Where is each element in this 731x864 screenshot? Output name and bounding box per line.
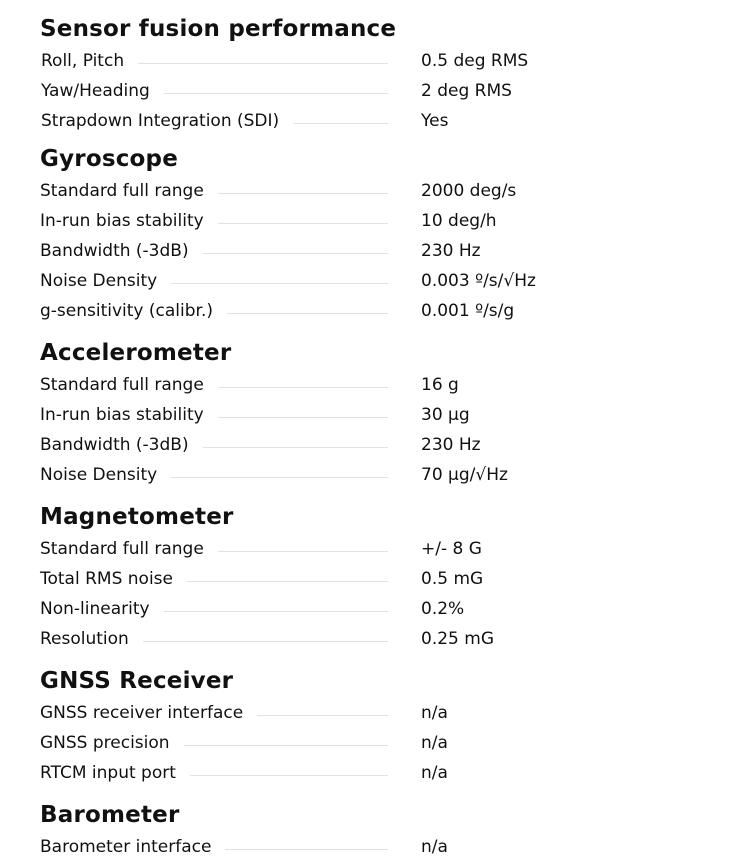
spec-row	[0, 460, 731, 490]
spec-row	[0, 206, 731, 236]
spec-row	[0, 728, 731, 758]
spec-row	[0, 76, 731, 106]
spec-value: 0.5 deg RMS	[421, 51, 529, 71]
spec-label: In-run bias stability	[40, 400, 218, 430]
spec-value: 0.2%	[421, 599, 465, 619]
spec-row	[0, 266, 731, 296]
spec-value: 230 Hz	[421, 241, 481, 261]
spec-value: 2 deg RMS	[421, 81, 512, 101]
spec-row	[0, 624, 731, 654]
spec-label: Bandwidth (-3dB)	[40, 430, 203, 460]
spec-value: 30 µg	[421, 405, 470, 425]
spec-label: Noise Density	[40, 266, 171, 296]
spec-label: Non-linearity	[40, 594, 164, 624]
spec-value: n/a	[421, 763, 448, 783]
spec-row	[0, 564, 731, 594]
spec-row	[0, 296, 731, 326]
spec-row	[0, 832, 731, 862]
spec-value: 0.5 mG	[421, 569, 484, 589]
spec-value: +/- 8 G	[421, 539, 482, 559]
section-title: Accelerometer	[40, 340, 232, 366]
spec-label: Standard full range	[40, 176, 218, 206]
spec-label: GNSS receiver interface	[40, 698, 257, 728]
spec-label: Bandwidth (-3dB)	[40, 236, 203, 266]
spec-value: 70 µg/√Hz	[421, 465, 508, 485]
spec-row	[0, 758, 731, 788]
section-title: Barometer	[40, 802, 180, 828]
spec-label: Resolution	[40, 624, 143, 654]
spec-value: n/a	[421, 703, 448, 723]
spec-value: 0.001 º/s/g	[421, 301, 515, 321]
spec-row	[0, 370, 731, 400]
spec-row	[0, 236, 731, 266]
spec-row	[0, 594, 731, 624]
spec-label: RTCM input port	[40, 758, 190, 788]
spec-label: Strapdown Integration (SDI)	[41, 106, 293, 136]
spec-label: Barometer interface	[40, 832, 225, 862]
spec-label: g-sensitivity (calibr.)	[40, 296, 227, 326]
spec-label: GNSS precision	[40, 728, 184, 758]
section-title: GNSS Receiver	[40, 668, 234, 694]
section-title: Sensor fusion performance	[40, 16, 397, 42]
spec-label: Noise Density	[40, 460, 171, 490]
spec-row	[0, 400, 731, 430]
spec-row	[0, 698, 731, 728]
spec-value: n/a	[421, 733, 448, 753]
spec-value: 0.003 º/s/√Hz	[421, 271, 536, 291]
spec-value: 0.25 mG	[421, 629, 494, 649]
spec-row	[0, 176, 731, 206]
spec-row	[0, 46, 731, 76]
spec-value: n/a	[421, 837, 448, 857]
spec-value: 2000 deg/s	[421, 181, 517, 201]
spec-label: Standard full range	[40, 370, 218, 400]
spec-value: 230 Hz	[421, 435, 481, 455]
spec-label: In-run bias stability	[40, 206, 218, 236]
spec-label: Total RMS noise	[40, 564, 187, 594]
section-title: Magnetometer	[40, 504, 234, 530]
spec-value: Yes	[421, 111, 449, 131]
spec-row	[0, 430, 731, 460]
spec-label: Yaw/Heading	[41, 76, 164, 106]
spec-value: 10 deg/h	[421, 211, 497, 231]
spec-row	[0, 534, 731, 564]
spec-label: Roll, Pitch	[41, 46, 138, 76]
spec-label: Standard full range	[40, 534, 218, 564]
spec-row	[0, 106, 731, 136]
section-title: Gyroscope	[40, 146, 179, 172]
spec-value: 16 g	[421, 375, 459, 395]
